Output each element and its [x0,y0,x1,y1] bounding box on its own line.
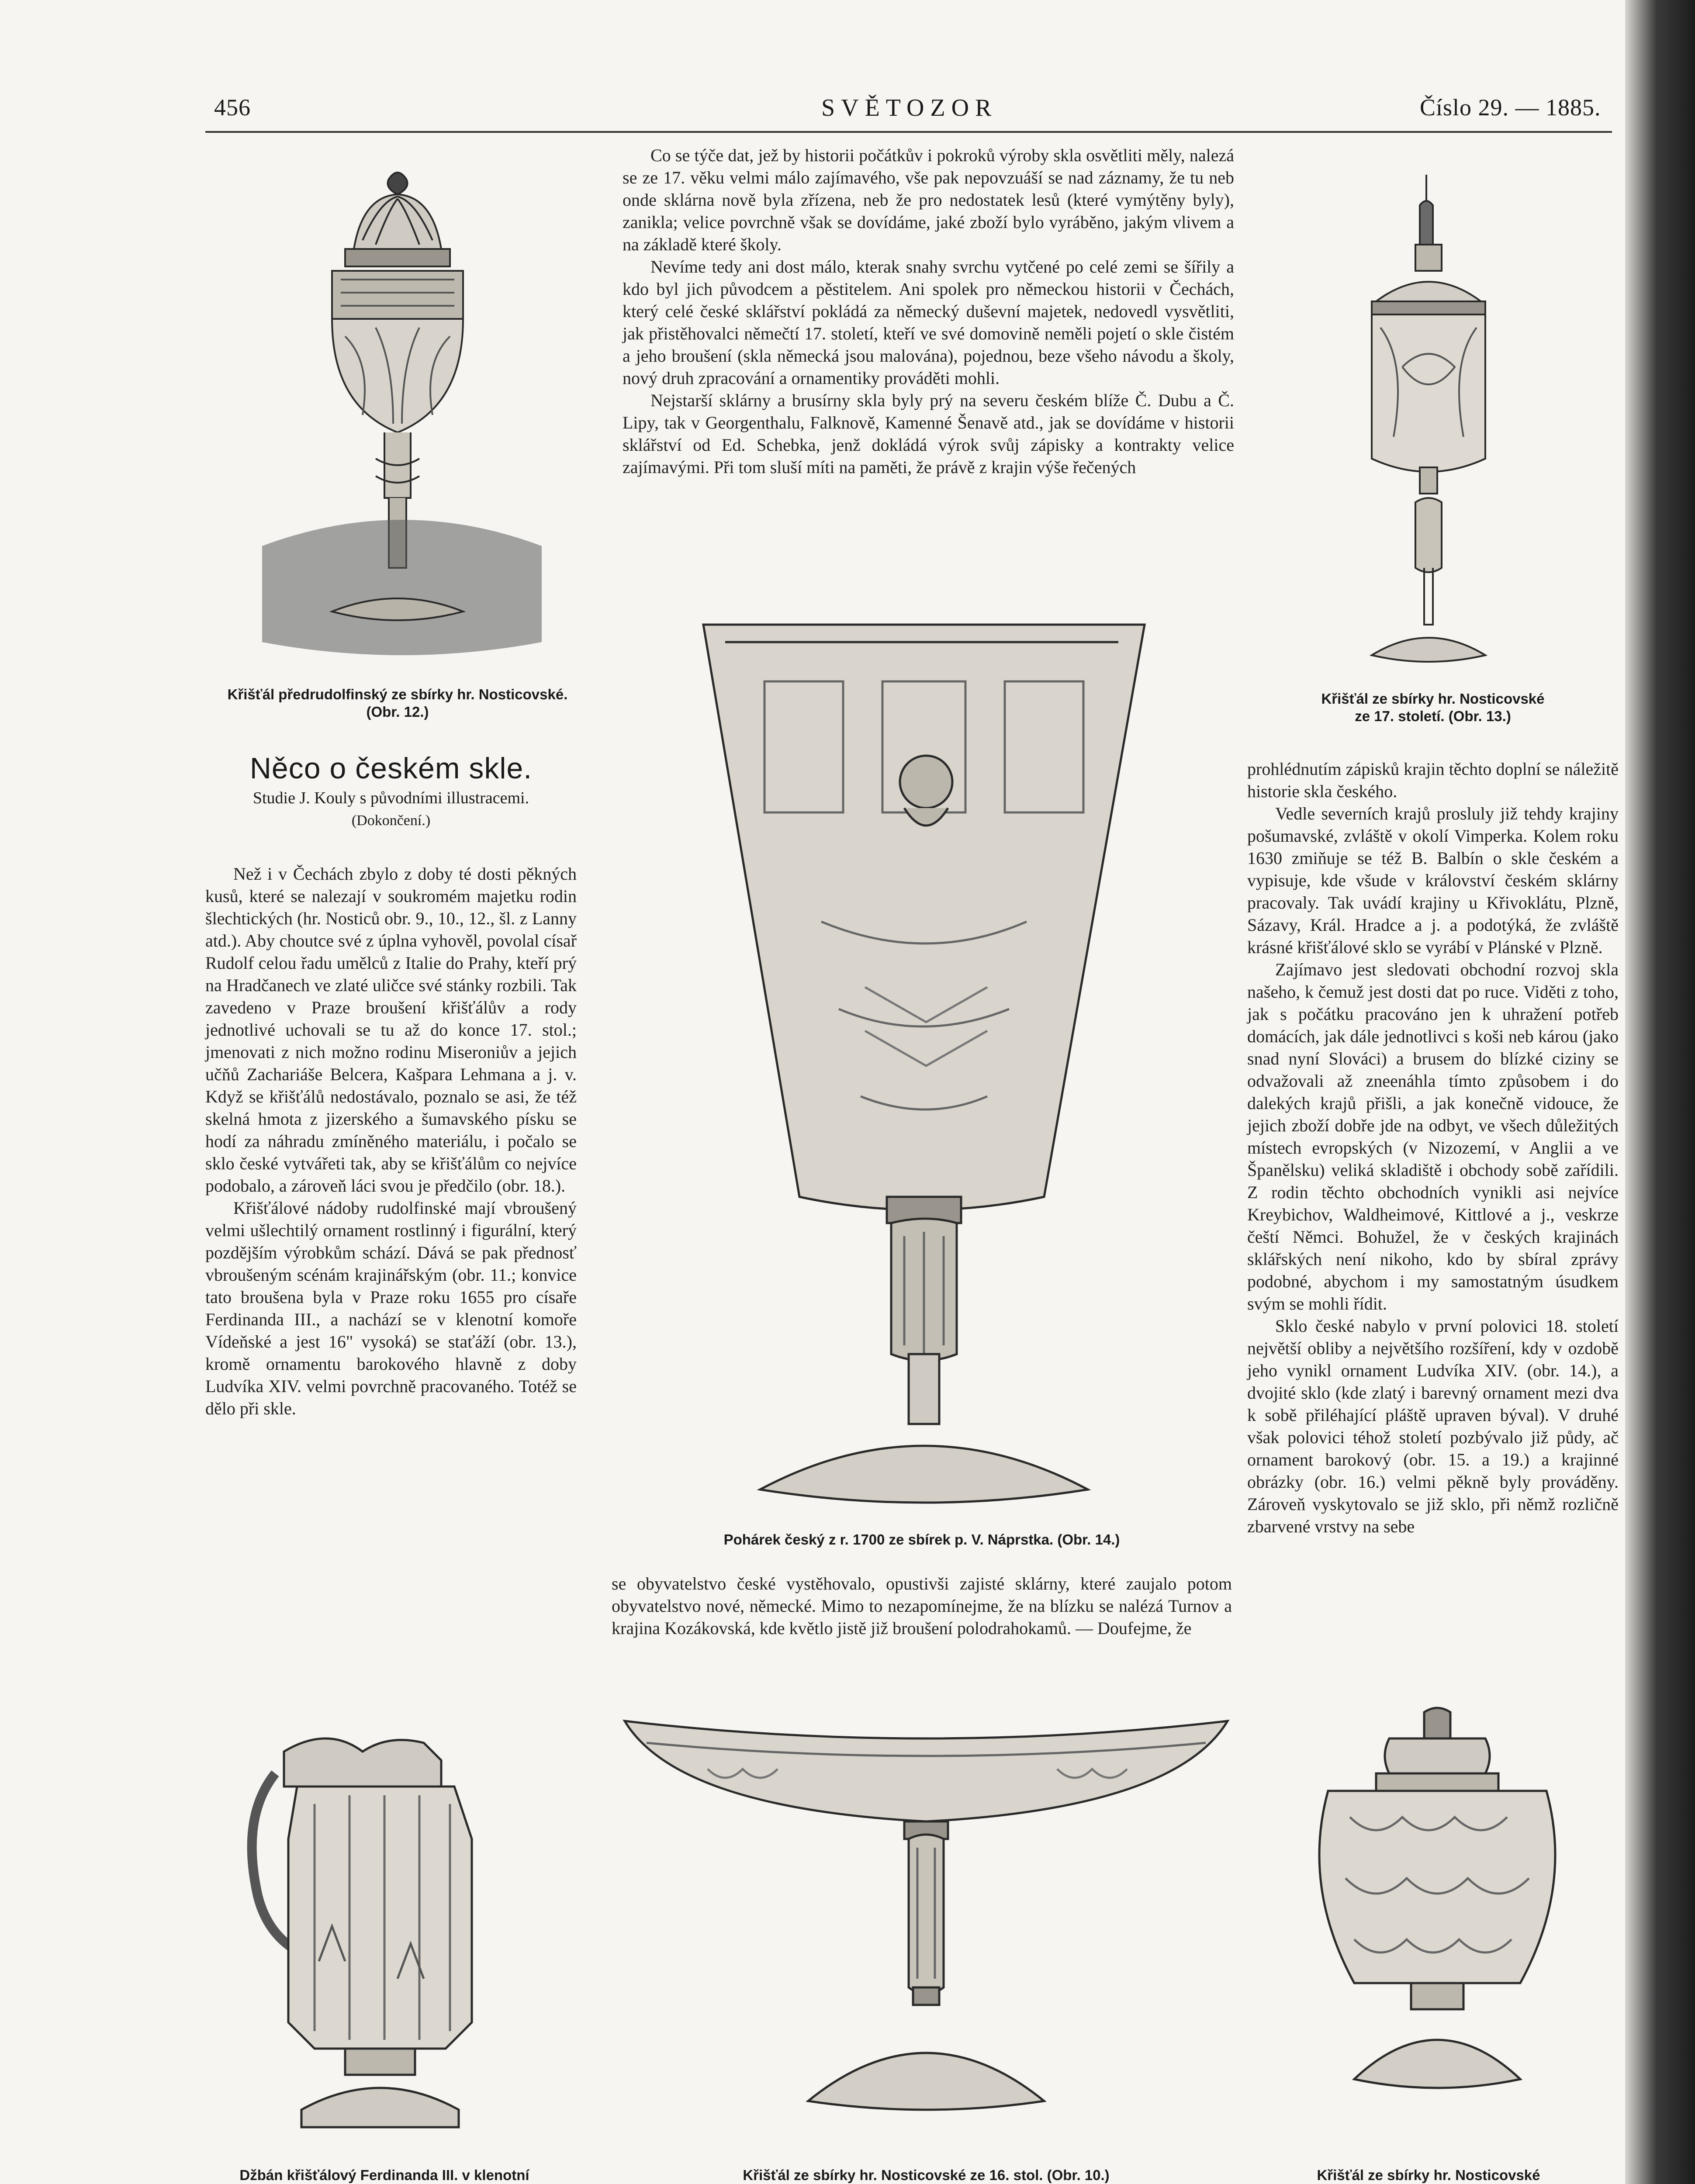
intro-paragraph: Nevíme tedy ani dost málo, kterak snahy svrchu vytčené po celé zemi se šířily a kdo byl jich původcem a pěstitelem. Ani spolek pro německou historii v Čechách, který celé české sklářství pokládá za německý duševní majetek, nedovedl vysvětliti, jak přistěhovalci němečtí 17. století, kteří ve své domovině neměli pojetí o skle čistém a jeho broušení (skla německá jsou malována), pojednou, beze všeho návodu a školy, nový druh zpracování a ornamentiky prováděti mohli. [623,257,1234,388]
covered-goblet-illustration [245,162,550,668]
bohemian-beaker-illustration [699,616,1149,1516]
figure-13-caption [1267,690,1599,725]
lidded-goblet-illustration [1332,170,1525,686]
page-number: 456 [214,94,251,121]
running-title: SVĚTOZOR [821,94,998,121]
figure-10-caption [620,2167,1232,2184]
caption-line: Křišťál ze sbírky hr. Nosticovské [1321,691,1545,707]
figure-14-caption [620,1531,1223,1548]
article-title: Něco o českém skle. [249,752,533,785]
body-paragraph: Zajímavo jest sledovati obchodní rozvoj skla našeho, k čemuž jest dosti dat po ruce. Viděti z toho, jak s počátku pracováno jen k uhražení potřeb domácích, jak dále jednotlivci s koši neb károu (jako snad nyní Slováci) a brusem do blízké ciziny se odvažovali až zneenáhla tímto způsobem i do dalekých krajů přišli, a jak konečně vidouce, že jejich zboží dobře jde na odbyt, ve všech důležitých místech evropských (v Nizozemí, v Anglii a ve Španělsku) veliká skladiště i obchody sobě zařídili. Z rodin těchto obchodních vynikli asi nejvíce Kreybichov, Waldheimové, Kittlové a j., veskrze čeští Němci. Bohužel, že v českých krajinách sklářských není nikoho, kdo by sbíral zprávy podobné, abychom i my samostatným úsudkem svým se mohli řídit. [1247,960,1619,1313]
intro-paragraph: Co se týče dat, jež by historii počátkův i pokroků výroby skla osvětliti měly, nalezá se ze 17. věku velmi málo zajímavého, vše pak nepovzuáší se nad záznamy, že tu neb onde sklárna nově byla zřízena, neb že pro nedostatek lesů (které vymýtěny byly), zanikla; velice povrchně však se dovídáme, jaké zboží bylo vyráběno, jakým vlivem a na základě které školy. [623,145,1234,254]
figure-12-caption [227,686,568,721]
body-paragraph: prohlédnutím zápisků krajin těchto doplní se náležitě historie skla českého. [1247,759,1619,801]
intro-paragraph: Nejstarší sklárny a brusírny skla byly prý na severu českém blíže Č. Dubu a Č. Lipy, tak v Georgenthalu, Falknově, Kamenné Šenavě atd., jak se dovídáme v historii sklářství od Ed. Schebka, jenž dokládá výrok svůj zápisky a kontrakty velice zajímavými. Při tom sluší míti na paměti, že právě z krajin výše řečených [623,390,1234,477]
left-column-text [205,863,577,1420]
header-rule [205,131,1612,133]
center-column-text [612,1572,1232,1639]
issue-label: Číslo 29. — 1885. [1420,94,1601,121]
crystal-tazza-illustration [620,1717,1232,2127]
figure-9-engraving [1302,1704,1573,2123]
figure-13-engraving [1332,170,1525,686]
body-paragraph: se obyvatelstvo české vystěhovalo, opustivši zajisté sklárny, které zaujalo potom obyvatelstvo nové, německé. Mimo to nezapomínejme, že na blízku se nalézá Turnov a krajina Kozákovská, kde květlo jistě již broušení polodrahokamů. — Doufejme, že [612,1574,1232,1638]
figure-10-engraving [620,1717,1232,2127]
figure-12-engraving [245,162,550,668]
figure-11-engraving [205,1717,555,2153]
caption-line: ze 17. století. (Obr. 13.) [1355,708,1511,724]
article-subtitle: Studie J. Kouly s původními illustracemi. [253,789,529,807]
covered-vase-illustration [1302,1704,1573,2123]
body-paragraph: Vedle severních krajů prosluly již tehdy krajiny pošumavské, zvláště v okolí Vimperka. Kolem roku 1630 zmiňuje se též B. Balbín o skle českém a vypisuje, kde všude v království českém sklárny pracovaly. Tak uvádí krajiny u Křivoklátu, Plzně, Sázavy, Král. Hradce a j. a podotýká, že zvláště krásné křišťálové sklo se vyrábí v Plánské v Plzně. [1247,804,1619,957]
caption-line: Křišťál ze sbírky hr. Nosticovské [1317,2167,1540,2183]
page-binding-edge [1625,0,1695,2184]
caption-line: Křišťál předrudolfinský ze sbírky hr. Nosticovské. (Obr. 12.) [227,686,568,720]
article-continuation-note: (Dokončení.) [351,812,431,829]
crystal-ewer-illustration [205,1717,555,2153]
caption-line: Džbán křišťálový Ferdinanda III. v klenotní [239,2167,529,2183]
figure-9-caption [1258,2167,1599,2184]
caption-line: Křišťál ze sbírky hr. Nosticovské ze 16. stol. (Obr. 10.) [743,2167,1110,2183]
body-paragraph: Sklo české nabylo v první polovici 18. století největší obliby a největšího rozšíření, kdy v ozdobě jeho vynikl ornament Ludvíka XIV. (obr. 14.), a dvojité sklo (kde zlatý i barevný ornament mezi dva k sobě přiléhající pláště upraven býval). V druhé však polovici téhož století pozbývalo již půdy, ač ornament barokový (obr. 15. a 19.) a krajinné obrázky (obr. 16.) velmi pěkně byly prováděny. Zároveň vyskytovalo se již sklo, při němž rozličně zbarvené vrstvy na sebe [1247,1316,1619,1536]
figure-14-engraving [699,616,1149,1516]
body-paragraph: Křišťálové nádoby rudolfinské mají vbroušený velmi ušlechtilý ornament rostlinný i figurální, který pozdějším výrobkům schází. Dává se pak přednosť vbroušeným scénám krajinářským (obr. 11.; konvice tato broušena byla v Praze roku 1655 pro císaře Ferdinanda III., a nachází se v klenotní komoře Vídeňské a jest 16" vysoká) se staťáží (obr. 13.), kromě ornamentu barokového hlavně z doby Ludvíka XIV. velmi povrchně pracovaného. Totéž se dělo při skle. [205,1198,577,1418]
figure-11-caption [188,2167,581,2184]
intro-text [623,144,1234,478]
caption-line: Pohárek český z r. 1700 ze sbírek p. V. Náprstka. (Obr. 14.) [723,1531,1120,1548]
body-paragraph: Než i v Čechách zbylo z doby té dosti pěkných kusů, které se nalezají v soukromém majetku rodin šlechtických (hr. Nosticů obr. 9., 10., 12., šl. z Lanny atd.). Aby choutce své z úplna vyhověl, povolal císař Rudolf celou řadu umělců z Italie do Prahy, kteří prý na Hradčanech ve zlaté uličce své stánky rozbili. Tak zavedeno v Praze broušení křišťálův a rody jednotlivé uchovali se tu až do konce 17. stol.; jmenovati z nich možno rodinu Miseroniův a jejich učňů Zachariáše Belcera, Kašpara Lehmana a j. v. Když se křišťálů nedostávalo, poznalo se asi, že též skelná hmota z jizerského a šumavského písku se hodí za náhradu zmíněného materiálu, i počalo se sklo české vytvářeti tak, aby se křišťálům co nejvíce podobalo, a zároveň láci svou je předčilo (obr. 18.). [205,864,577,1196]
right-column-text [1247,758,1619,1538]
